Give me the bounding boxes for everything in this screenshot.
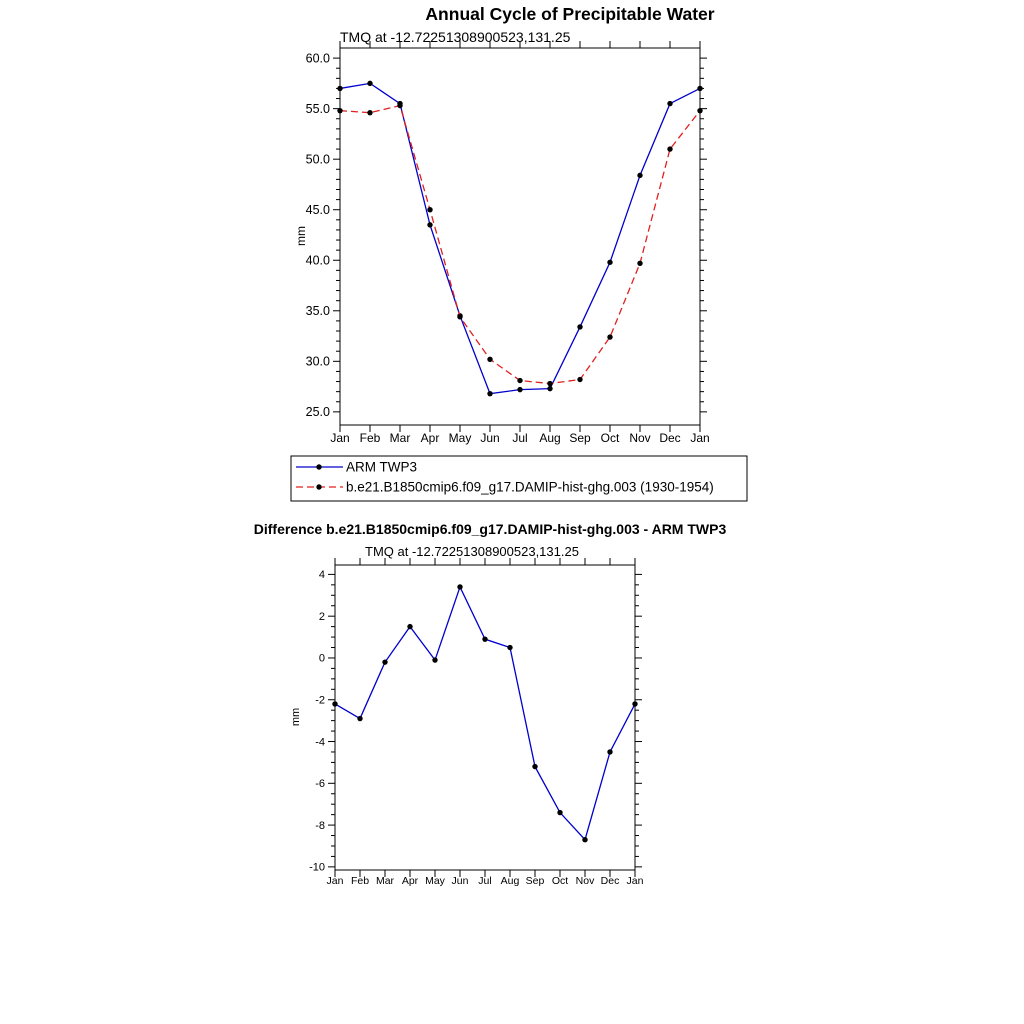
x-tick-label: May — [425, 875, 445, 887]
data-point-marker — [632, 701, 637, 706]
y-tick-label: -4 — [315, 736, 325, 749]
y-axis-title: mm — [290, 707, 302, 727]
data-point-marker — [432, 657, 437, 662]
x-tick-label: May — [448, 431, 472, 445]
y-tick-label: -10 — [309, 861, 325, 874]
y-tick-label: 0 — [318, 652, 325, 665]
y-axis-title: mm — [294, 226, 308, 246]
data-point-marker — [367, 81, 372, 86]
x-tick-label: Feb — [359, 431, 381, 445]
axis-tick-labels — [306, 51, 710, 445]
x-tick-label: Apr — [401, 875, 419, 887]
data-point-marker — [337, 108, 342, 113]
data-point-marker — [457, 314, 462, 319]
data-point-marker — [697, 108, 702, 113]
chart1-subtitle: TMQ at -12.72251308900523,131.25 — [340, 29, 571, 45]
x-tick-label: Oct — [551, 875, 569, 887]
x-tick-label: Jul — [512, 431, 528, 445]
x-tick-label: Jan — [690, 431, 710, 445]
axis-ticks — [333, 41, 707, 432]
data-point-marker — [407, 624, 412, 629]
data-point-marker — [577, 377, 582, 382]
y-tick-label: 2 — [318, 610, 325, 623]
legend-marker — [316, 464, 321, 469]
series-line — [335, 587, 635, 840]
y-tick-label: 40.0 — [305, 253, 330, 268]
data-point-marker — [607, 749, 612, 754]
y-tick-label: 4 — [318, 569, 325, 582]
x-tick-label: Nov — [575, 875, 595, 887]
series-line — [340, 106, 700, 384]
data-point-marker — [582, 837, 587, 842]
y-tick-label: -8 — [315, 819, 325, 832]
data-point-marker — [607, 260, 612, 265]
data-point-marker — [547, 386, 552, 391]
data-point-marker — [577, 324, 582, 329]
plot-frame — [340, 48, 700, 425]
x-tick-label: Sep — [569, 431, 591, 445]
legend-label: b.e21.B1850cmip6.f09_g17.DAMIP-hist-ghg.003 (1930-1954) — [346, 479, 714, 495]
axis-ticks — [328, 558, 642, 877]
data-point-marker — [637, 261, 642, 266]
y-tick-label: 25.0 — [305, 405, 330, 420]
data-point-marker — [517, 378, 522, 383]
data-point-marker — [367, 110, 372, 115]
data-point-marker — [667, 101, 672, 106]
x-tick-label: Jul — [478, 875, 492, 887]
y-tick-label: 35.0 — [305, 304, 330, 319]
data-point-marker — [337, 86, 342, 91]
x-tick-label: Jun — [451, 875, 469, 887]
data-point-marker — [427, 222, 432, 227]
series-1-1 — [337, 81, 702, 397]
x-tick-label: Feb — [350, 875, 370, 887]
data-point-marker — [557, 810, 562, 815]
data-point-marker — [427, 207, 432, 212]
data-point-marker — [487, 357, 492, 362]
data-point-marker — [382, 659, 387, 664]
series-2-1 — [332, 584, 637, 842]
x-tick-label: Jan — [626, 875, 644, 887]
data-point-marker — [667, 146, 672, 151]
data-point-marker — [532, 764, 537, 769]
chart-2 — [290, 558, 644, 887]
x-tick-label: Aug — [500, 875, 520, 887]
y-tick-label: -2 — [315, 694, 325, 707]
chart2-title: Difference b.e21.B1850cmip6.f09_g17.DAMIP-hist-ghg.003 - ARM TWP3 — [253, 521, 727, 537]
x-tick-label: Oct — [600, 431, 620, 445]
chart-1 — [291, 41, 747, 501]
series-1-2 — [337, 103, 702, 386]
y-tick-label: 50.0 — [305, 152, 330, 167]
x-tick-label: Nov — [629, 431, 651, 445]
x-tick-label: Mar — [375, 875, 395, 887]
y-tick-label: 60.0 — [305, 51, 330, 66]
chart2-subtitle: TMQ at -12.72251308900523,131.25 — [365, 544, 579, 559]
chart1-title: Annual Cycle of Precipitable Water — [425, 4, 715, 24]
data-point-marker — [507, 645, 512, 650]
data-point-marker — [482, 636, 487, 641]
data-point-marker — [517, 387, 522, 392]
y-tick-label: 55.0 — [305, 101, 330, 116]
x-tick-label: Apr — [420, 431, 440, 445]
legend — [291, 456, 747, 501]
axis-tick-labels — [309, 569, 644, 887]
y-tick-label: 30.0 — [305, 354, 330, 369]
data-point-marker — [487, 391, 492, 396]
data-point-marker — [547, 381, 552, 386]
y-tick-label: 45.0 — [305, 202, 330, 217]
data-point-marker — [697, 86, 702, 91]
x-tick-label: Aug — [539, 431, 561, 445]
data-point-marker — [607, 334, 612, 339]
x-tick-label: Dec — [600, 875, 620, 887]
data-point-marker — [357, 716, 362, 721]
x-tick-label: Sep — [525, 875, 545, 887]
x-tick-label: Jun — [480, 431, 500, 445]
data-point-marker — [397, 103, 402, 108]
data-point-marker — [332, 701, 337, 706]
x-tick-label: Mar — [389, 431, 411, 445]
x-tick-label: Jan — [326, 875, 344, 887]
legend-marker — [316, 484, 321, 489]
x-tick-label: Dec — [659, 431, 681, 445]
data-point-marker — [457, 584, 462, 589]
legend-label: ARM TWP3 — [346, 459, 418, 475]
x-tick-label: Jan — [330, 431, 350, 445]
data-point-marker — [637, 173, 642, 178]
y-tick-label: -6 — [315, 778, 325, 791]
